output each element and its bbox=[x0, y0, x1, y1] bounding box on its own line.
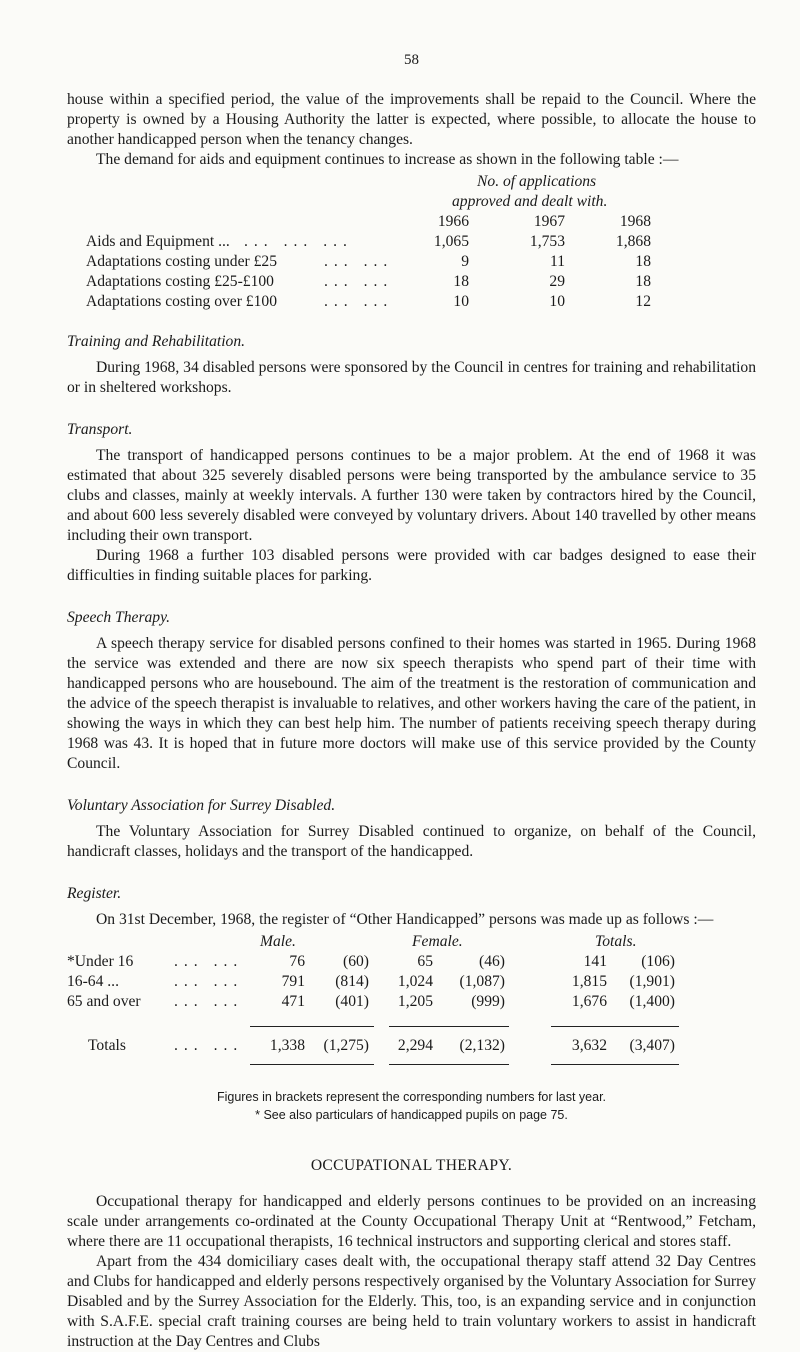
table-row bbox=[86, 232, 766, 252]
table-row bbox=[67, 992, 756, 1012]
cell: 141 bbox=[583, 953, 607, 970]
cell: 12 bbox=[635, 293, 651, 310]
rule-female-bottom bbox=[389, 1064, 509, 1065]
row-label: Adaptations costing under £25 bbox=[86, 253, 277, 270]
cell: 1,065 bbox=[433, 233, 469, 250]
cell: (106) bbox=[641, 953, 675, 970]
leader-dots: ... ... bbox=[324, 253, 394, 270]
row-label: 65 and over bbox=[67, 993, 141, 1010]
leader-dots: ... ... bbox=[174, 993, 244, 1010]
table-row bbox=[86, 272, 766, 292]
cell: 10 bbox=[453, 293, 469, 310]
rule-totals-bottom bbox=[551, 1064, 679, 1065]
leader-dots: ... ... bbox=[174, 1037, 244, 1054]
year-1966: 1966 bbox=[437, 213, 469, 230]
leader-dots: ... ... bbox=[324, 293, 394, 310]
heading-transport: Transport. bbox=[67, 421, 133, 438]
row-label: *Under 16 bbox=[67, 953, 134, 970]
page-number: 58 bbox=[404, 52, 419, 68]
cell: 10 bbox=[549, 293, 565, 310]
paragraph-transport-1: The transport of handicapped persons continues to be a major problem. At the end of 1968 it was estimated that about 325 severely disabled persons were being transported by the ambulance service to 35 clubs and classes, mainly at weekly intervals. A further 130 were taken by contractors hired by the Council, and about 600 less severely disabled were conveyed by voluntary drivers. About 140 travelled by other means including their own transport. bbox=[67, 447, 756, 544]
col-female: Female. bbox=[412, 933, 463, 950]
paragraph-occupational-2: Apart from the 434 domiciliary cases dealt with, the occupational therapy staff attend 32 Day Centres and Clubs for handicapped and elderly persons respectively organised by the Voluntary Association for Surrey Disabled and by the Surrey Association for the Elderly. This, too, is an expanding service and in conjunction with S.A.F.E. special craft training courses are being held to train voluntary workers to assist in handicraft instruction at the Day Centres and Clubs bbox=[67, 1253, 756, 1350]
register-note-brackets: Figures in brackets represent the corresponding numbers for last year. bbox=[216, 1090, 607, 1104]
aids-header-line2: approved and dealt with. bbox=[452, 193, 608, 210]
paragraph-occupational-1: Occupational therapy for handicapped and elderly persons continues to be provided on an increasing scale under arrangements co-ordinated at the County Occupational Therapy Unit at “Rentwood,” Fetcham, where there are 11 occupational therapists, 16 technical instructors and supporting clerical and stores staff. bbox=[67, 1193, 756, 1250]
cell: (60) bbox=[343, 953, 369, 970]
cell: 1,815 bbox=[571, 973, 607, 990]
cell: 1,205 bbox=[397, 993, 433, 1010]
cell: (46) bbox=[479, 953, 505, 970]
col-male: Male. bbox=[260, 933, 296, 950]
cell: 1,868 bbox=[615, 233, 651, 250]
table-row bbox=[67, 972, 756, 992]
table-row bbox=[86, 292, 766, 312]
cell: 76 bbox=[289, 953, 305, 970]
leader-dots: ... ... bbox=[174, 973, 244, 990]
table-row bbox=[86, 252, 766, 272]
heading-occupational-therapy: OCCUPATIONAL THERAPY. bbox=[310, 1157, 513, 1174]
cell: 18 bbox=[635, 273, 651, 290]
cell: (401) bbox=[335, 993, 369, 1010]
document-page bbox=[67, 50, 756, 1352]
cell: 471 bbox=[281, 993, 305, 1010]
year-1967: 1967 bbox=[533, 213, 565, 230]
row-label: Totals bbox=[88, 1037, 126, 1054]
register-note-footnote: * See also particulars of handicapped pupils on page 75. bbox=[255, 1108, 568, 1122]
cell: 29 bbox=[549, 273, 565, 290]
cell: (1,400) bbox=[629, 993, 675, 1010]
cell: (814) bbox=[335, 973, 369, 990]
cell: 18 bbox=[635, 253, 651, 270]
table-row bbox=[67, 952, 756, 972]
cell: 791 bbox=[281, 973, 305, 990]
paragraph-aids-intro: The demand for aids and equipment continues to increase as shown in the following table :— bbox=[96, 151, 679, 168]
rule-male-top bbox=[250, 1026, 374, 1027]
cell: (1,275) bbox=[323, 1037, 369, 1054]
cell: (999) bbox=[471, 993, 505, 1010]
cell: (2,132) bbox=[459, 1037, 505, 1054]
leader-dots: ... ... ... bbox=[244, 233, 353, 250]
rule-male-bottom bbox=[250, 1064, 374, 1065]
cell: 2,294 bbox=[397, 1037, 433, 1054]
cell: 1,024 bbox=[397, 973, 433, 990]
cell: 3,632 bbox=[571, 1037, 607, 1054]
cell: 18 bbox=[453, 273, 469, 290]
row-label: Adaptations costing £25-£100 bbox=[86, 273, 274, 290]
rule-totals-top bbox=[551, 1026, 679, 1027]
leader-dots: ... ... bbox=[324, 273, 394, 290]
cell: (1,087) bbox=[459, 973, 505, 990]
heading-training: Training and Rehabilitation. bbox=[67, 333, 246, 350]
year-1968: 1968 bbox=[619, 213, 651, 230]
cell: (1,901) bbox=[629, 973, 675, 990]
col-totals: Totals. bbox=[595, 933, 637, 950]
register-header-row bbox=[67, 932, 756, 952]
paragraph-transport-2: During 1968 a further 103 disabled persons were provided with car badges designed to ease their difficulties in finding suitable places for parking. bbox=[67, 547, 756, 584]
paragraph-voluntary: The Voluntary Association for Surrey Disabled continued to organize, on behalf of the Council, handicraft classes, holidays and the transport of the handicapped. bbox=[67, 823, 756, 860]
aids-table bbox=[67, 170, 756, 310]
row-label: Adaptations costing over £100 bbox=[86, 293, 277, 310]
cell: (3,407) bbox=[629, 1037, 675, 1054]
cell: 11 bbox=[549, 253, 565, 270]
paragraph-housing: house within a specified period, the value of the improvements shall be repaid to the Council. Where the property is owned by a Housing Authority the latter is expected, where possible, to allocate the house to another handicapped person when the tenancy changes. bbox=[67, 91, 756, 148]
paragraph-register-intro: On 31st December, 1968, the register of “Other Handicapped” persons was made up as follows :— bbox=[96, 911, 714, 928]
cell: 65 bbox=[417, 953, 433, 970]
heading-register: Register. bbox=[67, 885, 122, 902]
row-label: Aids and Equipment ... bbox=[86, 233, 230, 250]
cell: 1,753 bbox=[529, 233, 565, 250]
leader-dots: ... ... bbox=[174, 953, 244, 970]
paragraph-training: During 1968, 34 disabled persons were sponsored by the Council in centres for training and rehabilitation or in sheltered workshops. bbox=[67, 359, 756, 396]
row-label: 16-64 ... bbox=[67, 973, 119, 990]
register-table bbox=[67, 930, 756, 1080]
cell: 9 bbox=[461, 253, 469, 270]
totals-row bbox=[67, 1036, 756, 1056]
heading-speech: Speech Therapy. bbox=[67, 609, 171, 626]
aids-header-line1: No. of applications bbox=[477, 173, 597, 190]
rule-female-top bbox=[389, 1026, 509, 1027]
cell: 1,338 bbox=[269, 1037, 305, 1054]
paragraph-speech: A speech therapy service for disabled persons confined to their homes was started in 1965. During 1968 the service was extended and there are now six speech therapists who spend part of their time with handicapped persons who are housebound. The aim of the treatment is the restoration of communication and the advice of the speech therapist is invaluable to relatives, and other workers having the care of the patient, in showing the ways in which they can best help him. The number of patients receiving speech therapy during 1968 was 43. It is hoped that in future more doctors will make use of this service provided by the County Council. bbox=[67, 635, 756, 772]
heading-voluntary: Voluntary Association for Surrey Disabled. bbox=[67, 797, 336, 814]
aids-year-row bbox=[86, 212, 766, 232]
cell: 1,676 bbox=[571, 993, 607, 1010]
